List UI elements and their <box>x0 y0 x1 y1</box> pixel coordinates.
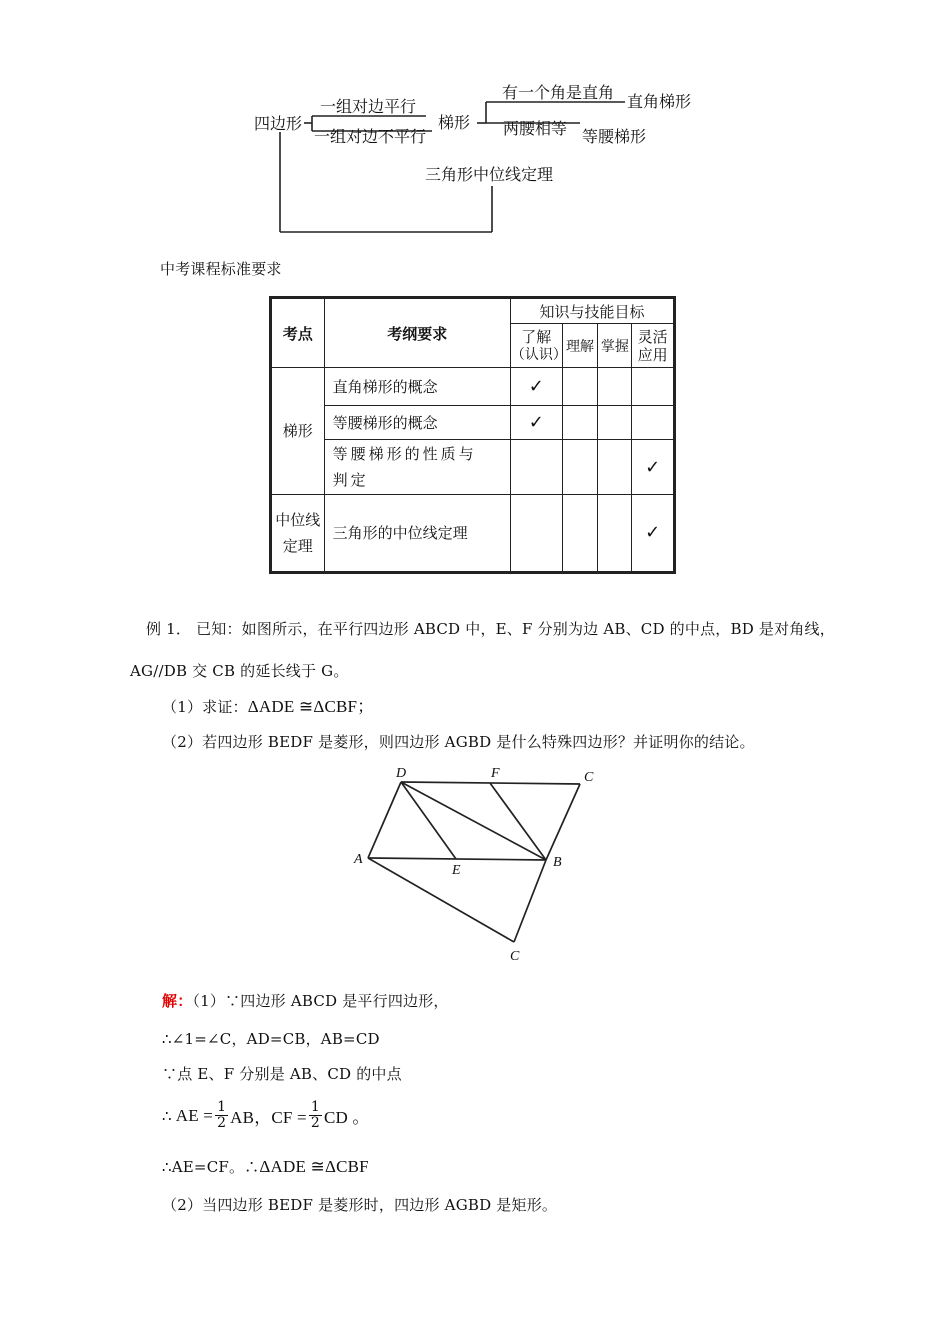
header-understand-l2: （认识） <box>510 346 567 363</box>
geometry-figure <box>348 762 598 967</box>
requirements-table <box>269 296 676 574</box>
node-isosceles-trapezoid: 等腰梯形 <box>582 127 647 146</box>
node-parallel: 一组对边平行 <box>320 97 417 116</box>
fraction-denominator: 2 <box>217 1115 227 1131</box>
node-quadrilateral: 四边形 <box>254 114 303 133</box>
label-F: F <box>491 766 500 781</box>
solution-l4-cd: CD 。 <box>323 1108 370 1127</box>
solution-l4-ae: AE = <box>175 1105 214 1125</box>
check-mark: ✓ <box>510 406 562 440</box>
label-C: C <box>584 770 594 785</box>
check-mark: ✓ <box>510 368 562 406</box>
check-mark: ✓ <box>632 440 675 494</box>
node-right-trapezoid: 直角梯形 <box>627 92 692 111</box>
table-row <box>271 440 675 494</box>
label-G: C <box>510 949 520 964</box>
header-kaodian: 考点 <box>271 298 325 368</box>
solution-line-6: （2）当四边形 BEDF 是菱形时，四边形 AGBD 是矩形。 <box>162 1196 558 1214</box>
fraction-numerator: 1 <box>217 1099 227 1115</box>
question-2: （2）若四边形 BEDF 是菱形，则四边形 AGBD 是什么特殊四边形？并证明你的结论。 <box>162 733 755 751</box>
question-1-math: ΔADE ≅ΔCBF； <box>247 697 375 716</box>
header-master: 掌握 <box>598 324 632 368</box>
header-apply-l1: 灵活 <box>637 327 668 346</box>
row-right-trapezoid-concept: 直角梯形的概念 <box>324 368 510 406</box>
group-midline <box>271 494 325 572</box>
check-mark: ✓ <box>632 494 675 572</box>
fraction-half <box>215 1100 228 1131</box>
header-requirement: 考纲要求 <box>324 298 510 368</box>
solution-l1-text: （1）∵四边形 ABCD 是平行四边形， <box>192 992 449 1010</box>
node-nonparallel: 一组对边不平行 <box>314 127 427 146</box>
solution-l4-prefix: ∴ <box>162 1106 172 1125</box>
solution-l4-ab: AB，CF = <box>230 1108 307 1127</box>
table-row <box>271 494 675 572</box>
solution-label: 解： <box>162 992 193 1010</box>
question-1-prefix: （1）求证： <box>162 698 248 716</box>
row-isosceles-property <box>324 440 510 494</box>
concept-map <box>240 80 710 240</box>
example-line-1: 例 1． 已知：如图所示，在平行四边形 ABCD 中，E、F 分别为边 AB、CD 的中点，BD 是对角线， <box>146 620 835 638</box>
solution-line-5 <box>162 1156 369 1177</box>
group-midline-l2: 定理 <box>282 536 313 555</box>
node-midline-theorem: 三角形中位线定理 <box>425 165 554 184</box>
group-trapezoid: 梯形 <box>271 368 325 494</box>
table-row <box>271 406 675 440</box>
fraction-half <box>309 1100 322 1131</box>
node-cond-right-angle: 有一个角是直角 <box>502 83 615 102</box>
solution-l5-prefix: ∴AE=CF。∴ <box>162 1158 260 1176</box>
fraction-numerator: 1 <box>310 1099 320 1115</box>
row-midline-theorem: 三角形的中位线定理 <box>324 494 510 572</box>
group-midline-l1: 中位线 <box>275 510 321 529</box>
solution-line-4 <box>162 1100 370 1131</box>
header-apply-l2: 应用 <box>637 345 668 364</box>
header-goal-group: 知识与技能目标 <box>510 298 674 324</box>
node-cond-equal-legs: 两腰相等 <box>503 119 568 138</box>
solution-l5-math: ΔADE ≅ΔCBF <box>259 1157 369 1176</box>
header-apply <box>632 324 675 368</box>
label-B: B <box>553 855 562 870</box>
header-comprehend: 理解 <box>562 324 598 368</box>
solution-line-1 <box>162 990 449 1011</box>
label-A: A <box>354 852 363 867</box>
fraction-denominator: 2 <box>310 1115 320 1131</box>
question-1 <box>162 692 374 717</box>
label-D: D <box>396 766 407 781</box>
section-title: 中考课程标准要求 <box>160 260 282 278</box>
row-isosceles-concept: 等腰梯形的概念 <box>324 406 510 440</box>
solution-line-3: ∵点 E、F 分别是 AB、CD 的中点 <box>162 1065 402 1083</box>
label-E: E <box>452 863 461 878</box>
header-understand <box>510 324 567 368</box>
header-understand-l1: 了解 <box>521 327 552 346</box>
row-isosceles-property-l1: 等腰梯形的性质与 <box>332 445 477 464</box>
row-isosceles-property-l2: 判定 <box>332 471 369 490</box>
example-line-2: AG//DB 交 CB 的延长线于 G。 <box>130 662 349 680</box>
solution-line-2: ∴∠1=∠C，AD=CB，AB=CD <box>162 1030 380 1048</box>
table-row <box>271 368 675 406</box>
node-trapezoid: 梯形 <box>438 113 471 132</box>
